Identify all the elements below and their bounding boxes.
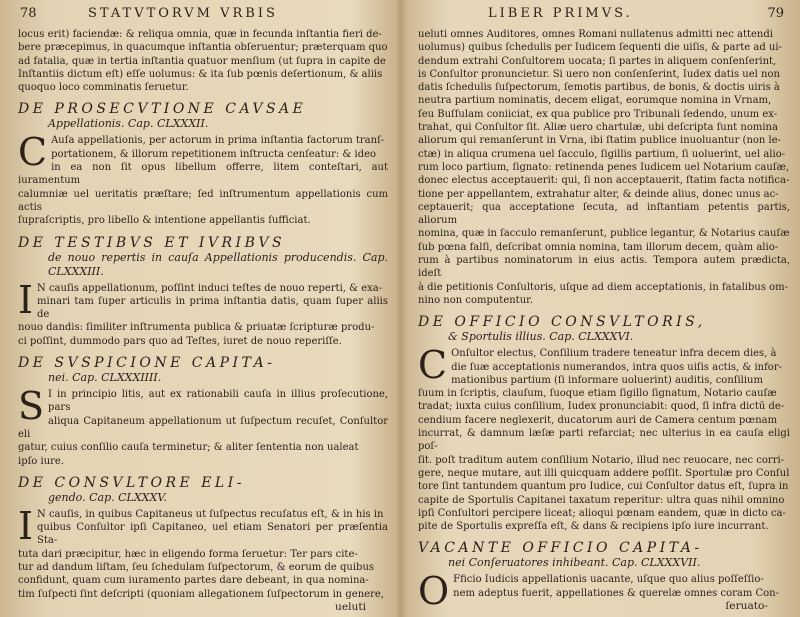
chapter-184 [18,355,388,468]
chapter-body [18,384,388,468]
chapter-subheading: & Sportulis illius. Cap. CLXXXVI. [448,330,634,344]
chapter-subheading: Appellationis. Cap. CLXXXII. [48,117,209,131]
text-line: ipſi Conſultori percipere liceat; alioqui pœnam eandem, quæ in dicto ca- [418,507,786,519]
text-line: dendum extrahi Conſultorem uocata; ſi partes in aliquem conſenſerint, [418,55,777,67]
catchword: ueluti [335,600,366,613]
chapter-subheading: gendo. Cap. CLXXXV. [48,490,167,504]
text-line: neutra partium nominatis, decem eligat, eorumque nomina in Vrnam, [418,95,772,107]
text-line: incurrat, & damnum læſæ parti refarciat; nec ulterius in ea cauſa eligi poſ- [418,428,790,453]
text-line: rum loco partium, ſignato: retinenda penes Iudicem uel Notarium cauſæ, [418,161,790,173]
chapter-heading: DE OFFICIO CONSVLTORIS, [418,314,706,331]
running-head [18,4,388,26]
drop-cap: S [18,384,45,429]
text-line: nomina, quæ in ſacculo remanſerunt, publice legantur, & Notarius cauſæ [418,228,790,240]
page-number: 79 [767,6,784,21]
text-line: tore ſint tantundem quantum pro Iudice, cui Conſultor datus eſt, ſupra in [418,481,789,493]
text-line: ceptauerit; qua acceptatione ſecuta, ad inſtantiam petentis partis, aliorum [418,201,790,227]
text-line: gatur, cuius conſilio cauſa terminetur; & aliter ſententia non ualeat [18,442,359,454]
page-number: 78 [20,6,37,21]
text-line: locus erit) faciendæ: & reliqua omnia, quæ in fecunda inſtantia fieri de- [18,29,382,40]
chapter-subheading: nei. Cap. CLXXXIIII. [48,371,162,385]
text-line: nino non computentur. [418,294,533,306]
text-line: ſuum in ſcriptis, clauſum, ſuoque etiam ſigillo ſignatum, Notario cauſæ [418,388,777,400]
text-line: quibus Conſultor ipſi Capitaneo, uel etiam Senatori per præſentia Sta- [37,522,388,547]
text-line: Auſa appellationis, per actorum in prima inſtantia factorum tranſ- [51,135,385,147]
text-line: tuta dari præcipitur, hæc in eligendo forma ſeruetur: Ter pars cite- [18,548,358,560]
text-line: ctæ) in aliqua crumena uel ſacculo, ſigillis partium, ſi uoluerint, uel alio- [418,148,786,160]
text-line: pite de Sportulis expreſſa eſt, & dans & recipiens ipſo iure incurrant. [418,521,769,533]
intro-block [18,28,388,94]
chapter-heading: DE PROSECVTIONE CAVSAE [18,101,307,118]
chapter-heading: DE CONSVLTORE ELI- [18,474,245,491]
running-head [418,4,790,26]
running-title: LIBER PRIMVS. [488,6,633,21]
text-line: rum à partibus nominatorum in eius actis. Tempora autem prædicta, ideſt [418,255,790,280]
text-line: ſub pœna falſi, deſcribat omnia nomina, tam illorum decem, quàm alio- [418,241,779,253]
chapter-heading: DE SVSPICIONE CAPITA- [18,355,276,372]
text-line: mationibus partium (ſi informare uoluerint) auditis, conſilium [451,374,763,386]
text-line: datis ſchedulis ſuſpectorum, ſemotis partibus, de bonis, & doctis uiris à [418,82,780,94]
text-line: portationem, & illorum repetitionem inſtructa cenſeatur: & ideo [51,148,377,160]
chapter-subheading: de nouo repertis in cauſa Appellationis producendis. Cap. CLXXXIII. [48,250,388,278]
text-line: ueluti omnes Auditores, omnes Romani nullatenus admitti nec attendi [418,29,773,40]
drop-cap: C [18,130,48,175]
text-line: ſupraſcriptis, pro libello & intentione appellantis ſufficiat. [18,215,311,227]
chapter-186 [418,314,790,533]
text-line: is Conſultor pronuncietur. Si uero non conſenſerint, Iudex datis uel non [418,68,780,80]
page-text [418,28,790,617]
text-line: à die petitionis Conſultoris, uſque ad diem acceptationis, in fatalibus om- [418,281,789,293]
text-line: bere præcepimus, in quacumque inſtantia obſeruentur; præterquam quo [18,42,388,54]
text-line: calumniæ uel ueritatis præſtare; ſed inſtrumentum appellationis cum actis [18,188,388,213]
drop-cap: I [18,277,34,322]
text-line: Inſtantiis dictum eſt) eſſe uolumus: & ita ſub pœnis deſertionum, & aliis [18,68,383,80]
catchword: ſeruato- [725,599,768,612]
text-line: tradat; iuxta cuius conſilium, Iudex pronunciabit: quod, ſi infra dictū de- [418,401,785,413]
drop-cap: I [18,503,34,548]
text-line: ci poſſint, dummodo pars quo ad Teſtes, iuret de nouo reperiſſe. [18,335,342,347]
text-line: quoquo loco comminatis ſeruetur. [18,82,189,94]
chapter-body [18,130,388,227]
text-line: ad fatalia, quæ in tertia inſtantia quatuor menſium (ut ſupra in capite de [18,55,386,67]
text-line: aliqua Capitaneum appellationum ut ſuſpectum recuſet, Conſultor eli [18,415,388,440]
chapter-body [18,277,388,348]
chapter-182 [18,101,388,227]
text-line: ſit. poſt traditum autem conſilium Notario, illud nec reuocare, nec corri- [418,454,785,466]
page-text [18,28,388,617]
left-page [18,0,388,617]
chapter-183 [18,235,388,348]
chapter-heading: VACANTE OFFICIO CAPITA- [418,540,703,557]
text-line: tur ad dandum liſtam, ſeu ſchedulam ſuſpectorum, & eorum de quibus [18,562,375,574]
drop-cap: O [418,569,450,614]
text-line: I in principio litis, aut ex rationabili cauſa in illius proſecutione, pars [48,389,388,414]
chapter-subheading: nei Conſeruatores inhibeant. Cap. CLXXXVII. [448,556,701,570]
text-line: N cauſis appellationum, poſſint induci teſtes de nouo reperti, & exa- [37,282,383,294]
text-line: uolumus) quibus ſchedulis per Iudicem ſequenti die uiſis, & parte ad ui- [418,42,782,54]
running-title: STATVTORVM VRBIS [88,6,278,21]
text-line: gere, neque mutare, aut illi quicquam addere poſſit. Sportulæ pro Conſul [418,467,790,479]
text-line: Onſultor electus, Conſilium tradere teneatur infra decem dies, à [451,348,777,360]
text-line: ipſo iure. [18,455,65,467]
text-line: minari tam ſuper articulis in prima inſtantia datis, quam ſuper aliis de [37,295,388,321]
intro-block [418,28,790,307]
text-line: tione per appellantem, extrahatur alter, & deinde alius, donec unus ac- [418,188,779,200]
text-line: in ea non ſit opus libellum offerre, litem conteſtari, aut iuramentum [18,162,388,187]
drop-cap: C [418,343,448,388]
chapter-185 [18,475,388,614]
text-line: tim ſuſpecti ſint deſcripti (quoniam allegationem ſuſpectorum in genere, [18,588,384,600]
chapter-body [418,343,790,533]
chapter-187 [418,540,790,613]
text-line: N cauſis, in quibus Capitaneus ut ſuſpectus recuſatus eſt, & in his in [37,508,384,520]
text-line: cendium facere neglexerit, ducatorum auri de Camera centum pœnam [418,414,778,426]
chapter-heading: DE TESTIBVS ET IVRIBVS [18,234,286,251]
text-line: donec electus acceptauerit: qui, ſi non acceptauerit, ſtatim facta notifica- [418,175,790,187]
chapter-body [18,503,388,601]
text-line: ſeu Buſſulam coniiciat, ex qua publice pro Tribunali ſedendo, unum ex- [418,108,778,120]
text-line: trahat, qui Conſultor ſit. Aliæ uero chartulæ, ubi deſcripta ſunt nomina [418,122,778,134]
text-line: nem adeptus fuerit, appellationes & querelæ omnes coram Con- [453,587,779,599]
text-line: nouo dandis: ſimiliter inſtrumenta publica & priuatæ ſcripturæ produ- [18,322,375,334]
text-line: Fficio Iudicis appellationis uacante, uſque quo alius poſſeſſio- [453,574,764,586]
right-page [418,0,790,617]
text-line: capite de Sportulis Capitanei taxatum reperitur: ultra quas nihil omnino [418,494,785,506]
text-line: confidunt, quam cum iuramento partes dare debeant, in qua nomina- [18,575,369,587]
text-line: die ſuæ acceptationis numerandos, intra quos uiſis actis, & infor- [451,361,782,373]
text-line: aliorum qui remanſerunt in Vrna, ibi ſtatim publice inuoluantur (non le- [418,135,782,147]
